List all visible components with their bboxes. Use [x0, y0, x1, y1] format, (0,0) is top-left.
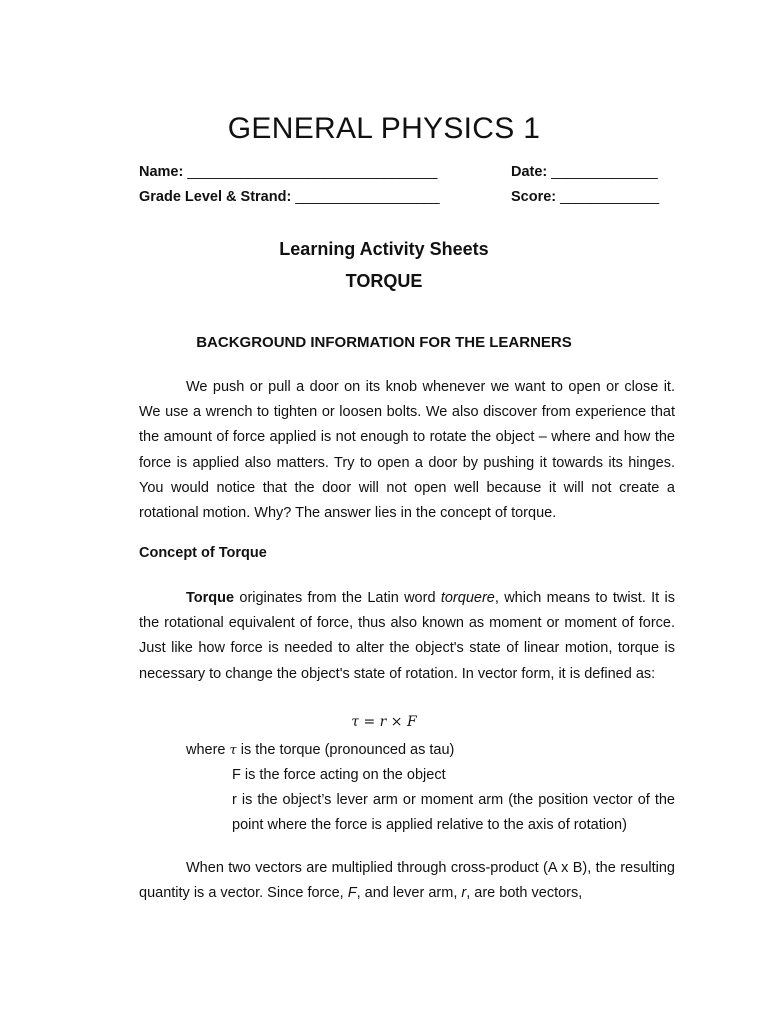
- latin-word: torquere: [440, 590, 495, 606]
- name-field: [139, 164, 437, 180]
- section-heading-las: Learning Activity Sheets: [279, 239, 489, 259]
- torque-formula: τ = r × F: [351, 714, 417, 730]
- grade-field: [139, 189, 439, 205]
- where-suffix: is the torque (pronounced as tau): [236, 742, 455, 758]
- where-prefix: where: [186, 742, 230, 758]
- cross-text-1: When two vectors are multiplied through cross-product (A x B), the resulting quantity is a vector. Since force,: [139, 860, 675, 902]
- score-label: Score:: [511, 189, 557, 205]
- force-symbol: F: [347, 885, 357, 902]
- name-blank: _________________________________: [187, 164, 437, 180]
- background-paragraph: [139, 375, 675, 526]
- date-label: Date:: [511, 164, 548, 180]
- section-heading-topic: TORQUE: [345, 271, 423, 291]
- score-blank: _____________: [560, 189, 659, 205]
- grade-label: Grade Level & Strand:: [139, 189, 292, 205]
- cross-product-paragraph: [139, 856, 675, 906]
- section-heading-background: BACKGROUND INFORMATION FOR THE LEARNERS: [196, 334, 572, 351]
- variable-definitions: [232, 763, 675, 839]
- date-blank: ______________: [551, 164, 658, 180]
- document-title: GENERAL PHYSICS 1: [227, 112, 541, 145]
- grade-blank: ___________________: [295, 189, 440, 205]
- lever-arm-symbol: r: [461, 885, 467, 902]
- background-text: We push or pull a door on its knob whenever we want to open or close it. We use a wrench to tighten or loosen bolts. We also discover from experience that the amount of force applied is not enough to rotate the object – where and how the force is applied also matters. Try to open a door by pushing it towards its hinges. You would notice that the door will not open well because it will not create a rotational motion. Why? The answer lies in the concept of torque.: [139, 379, 675, 522]
- concept-heading: Concept of Torque: [139, 545, 267, 561]
- name-label: Name:: [139, 164, 184, 180]
- cross-text-2: , and lever arm,: [356, 885, 462, 902]
- date-field: [511, 164, 657, 180]
- torque-term: Torque: [186, 590, 235, 606]
- definition-lever-arm: r is the object’s lever arm or moment arm (the position vector of the point where the force is applied relative to the axis of rotation): [232, 792, 675, 834]
- where-line: [186, 738, 454, 763]
- definition-force: F is the force acting on the object: [232, 767, 446, 783]
- score-field: [511, 189, 659, 205]
- cross-text-3: , are both vectors,: [466, 885, 583, 902]
- definition-text-1: originates from the Latin word: [234, 590, 441, 606]
- tau-symbol: τ: [229, 743, 237, 758]
- torque-definition-paragraph: [139, 586, 675, 687]
- definition-text-2: , which means to twist. It is the rotational equivalent of force, thus also known as moment or moment of force. Just like how force is needed to alter the object's state of linear motion, torque is necessary to change the object's state of rotation. In vector form, it is defined as:: [139, 590, 675, 682]
